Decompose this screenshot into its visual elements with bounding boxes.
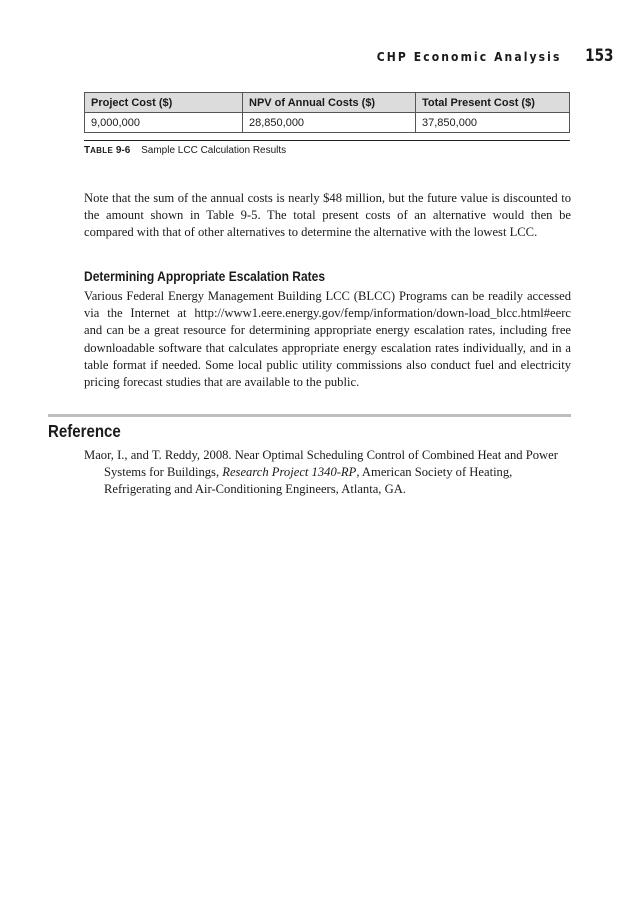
table-cell: 37,850,000 (416, 113, 570, 133)
column-header: Total Present Cost ($) (416, 93, 570, 113)
column-header: Project Cost ($) (85, 93, 243, 113)
page-header (300, 46, 613, 66)
paragraph-escalation-rates: Various Federal Energy Management Building LCC (BLCC) Programs can be readily accessed via the Internet at http://www1.eere.energy.gov/femp/information/down-load_blcc.html#eerc and can be a great resource for determining appropriate energy escalation rates, including free downloadable software that calculates appropriate energy escalation rates individually, and in a table format if needed. Some local public utility commissions also conduct fuel and electricity pricing forecast studies that are available to the public. (84, 289, 571, 390)
table-header-row (85, 93, 570, 113)
table-cell: 28,850,000 (243, 113, 416, 133)
table-caption-label: TABLE 9-6 (84, 145, 131, 156)
section-title-reference: Reference (48, 421, 121, 441)
reference-entry: Maor, I., and T. Reddy, 2008. Near Optimal Scheduling Control of Combined Heat and Power Systems for Buildings, Research Project 1340-RP, American Society of Heating, Refrigerating and Air-Conditioning Engineers, Atlanta, GA. (84, 448, 558, 497)
lcc-results-table (84, 92, 570, 133)
page-number: 153 (584, 46, 613, 66)
table-caption (84, 145, 286, 156)
table-caption-text: Sample LCC Calculation Results (141, 145, 287, 156)
column-header: NPV of Annual Costs ($) (243, 93, 416, 113)
section-divider (48, 414, 571, 417)
table-row (85, 113, 570, 133)
reference-title: Research Project 1340-RP (222, 465, 357, 480)
subheading-escalation-rates: Determining Appropriate Escalation Rates (84, 268, 326, 284)
table-cell: 9,000,000 (85, 113, 243, 133)
table-bottom-rule (84, 140, 570, 141)
paragraph-lcc-note: Note that the sum of the annual costs is nearly $48 million, but the future value is discounted to the amount shown in Table 9-5. The total present costs of an alternative would then be compared with that of other alternatives to determine the alternative with the lowest LCC. (84, 191, 571, 240)
running-title: CHP Economic Analysis (376, 50, 562, 64)
